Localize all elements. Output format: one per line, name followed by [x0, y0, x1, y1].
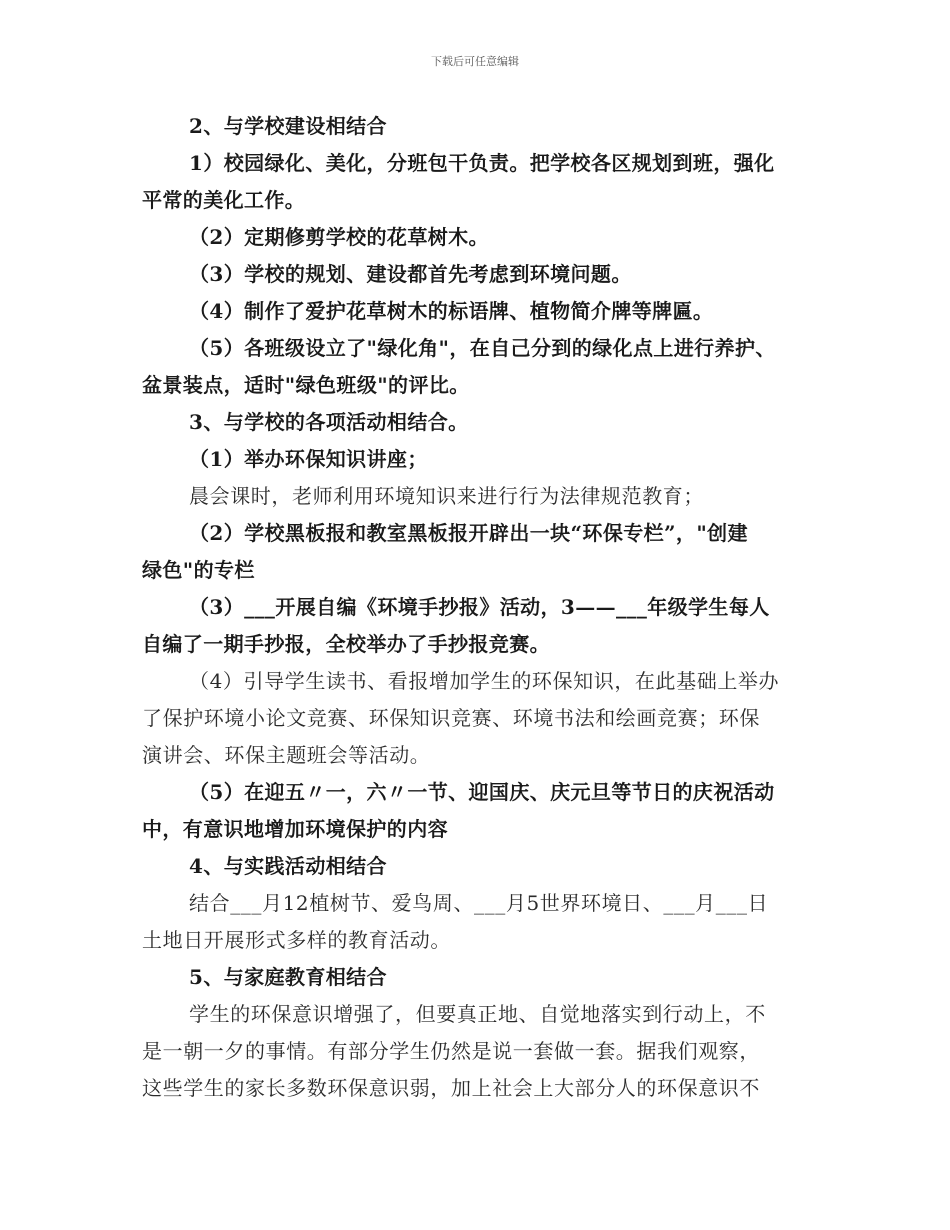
text-line: 盆景装点，适时"绿色班级"的评比。: [142, 373, 470, 397]
text-line: 中，有意识地增加环境保护的内容: [142, 817, 448, 841]
text-line: 学生的环保意识增强了，但要真正地、自觉地落实到行动上，不: [189, 1002, 766, 1026]
text-line: （1）举办环保知识讲座；: [189, 447, 428, 471]
text-line: 土地日开展形式多样的教育活动。: [142, 928, 451, 952]
page-header-note: 下载后可任意编辑: [431, 55, 519, 68]
text-line: 1）校园绿化、美化，分班包干负责。把学校各区规划到班，强化: [189, 151, 775, 175]
text-line: （5）在迎五〃一，六〃一节、迎国庆、庆元旦等节日的庆祝活动: [189, 780, 775, 804]
text-line: （4）制作了爱护花草树木的标语牌、植物简介牌等牌匾。: [189, 299, 714, 323]
text-line: （3）___开展自编《环境手抄报》活动，3——___年级学生每人: [189, 595, 770, 619]
text-line: 2、与学校建设相结合: [189, 114, 387, 138]
text-line: 晨会课时，老师利用环境知识来进行行为法律规范教育；: [189, 484, 704, 508]
text-line: 这些学生的家长多数环保意识弱，加上社会上大部分人的环保意识不: [142, 1076, 760, 1100]
text-line: 绿色"的专栏: [142, 558, 255, 582]
text-line: 平常的美化工作。: [142, 188, 306, 212]
text-line: 自编了一期手抄报，全校举办了手抄报竞赛。: [142, 632, 550, 656]
text-line: （4）引导学生读书、看报增加学生的环保知识，在此基础上举办: [189, 669, 780, 693]
text-line: 演讲会、环保主题班会等活动。: [142, 743, 431, 767]
text-line: 结合___月12植树节、爱鸟周、___月5世界环境日、___月___日: [189, 891, 769, 915]
text-line: （2）定期修剪学校的花草树木。: [189, 225, 489, 249]
text-line: 了保护环境小论文竞赛、环保知识竞赛、环境书法和绘画竞赛；环保: [142, 706, 760, 730]
text-line: 4、与实践活动相结合: [189, 854, 387, 878]
text-line: （2）学校黑板报和教室黑板报开辟出一块“环保专栏”，"创建: [189, 521, 748, 545]
text-line: 3、与学校的各项活动相结合。: [189, 410, 469, 434]
document-body: [142, 108, 814, 1107]
text-line: 是一朝一夕的事情。有部分学生仍然是说一套做一套。据我们观察，: [142, 1039, 760, 1063]
text-line: 5、与家庭教育相结合: [189, 965, 387, 989]
text-line: （3）学校的规划、建设都首先考虑到环境问题。: [189, 262, 632, 286]
text-line: （5）各班级设立了"绿化角"，在自己分到的绿化点上进行养护、: [189, 336, 776, 360]
